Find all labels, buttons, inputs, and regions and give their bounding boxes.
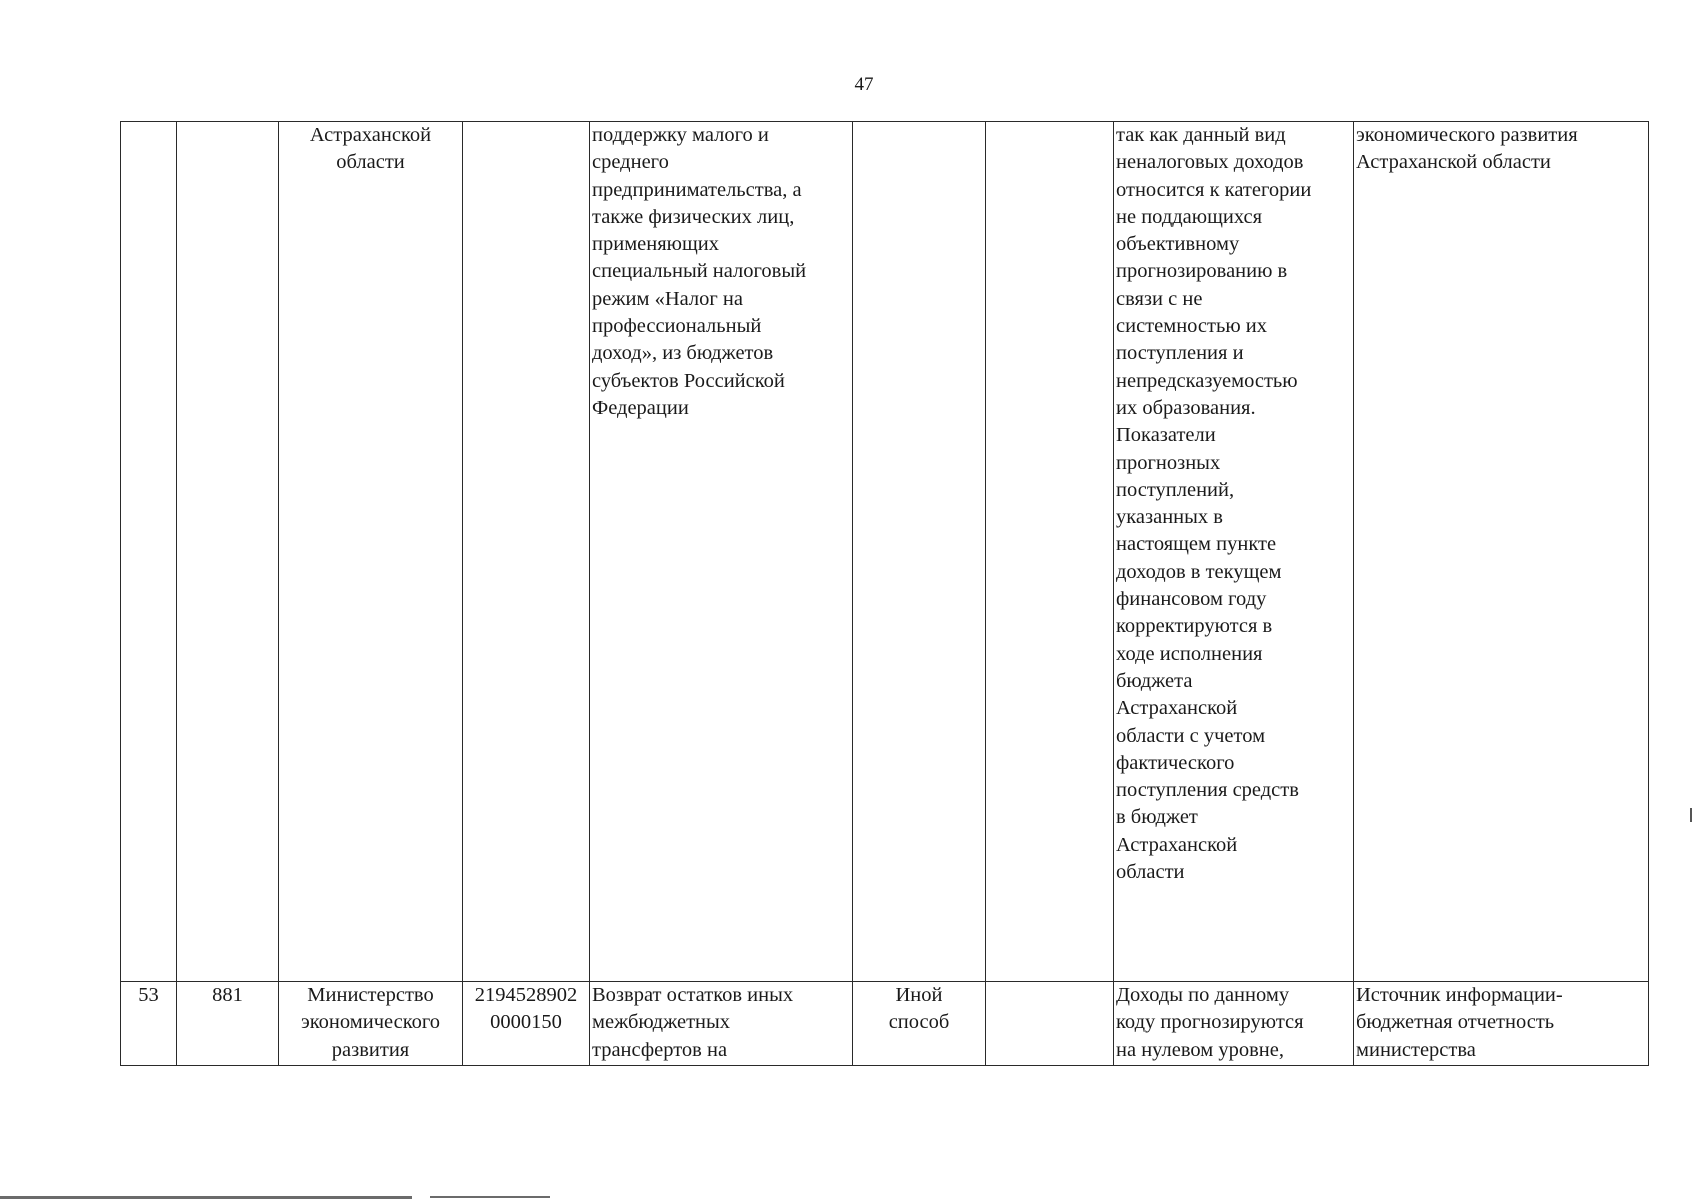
cell-source: экономического развития Астраханской области — [1354, 122, 1649, 982]
cell-number — [121, 122, 177, 982]
cell-source: Источник информации- бюджетная отчетность министерства — [1354, 982, 1649, 1066]
page-number: 47 — [854, 74, 874, 95]
cell-number: 53 — [121, 982, 177, 1066]
budget-table — [120, 121, 1649, 1066]
cell-administrator: Министерство экономического развития — [279, 982, 463, 1066]
cell-administrator: Астраханской области — [279, 122, 463, 982]
cell-admin-code: 881 — [177, 982, 279, 1066]
table-row — [121, 122, 1649, 982]
cell-budget-code — [463, 122, 590, 982]
table-row — [121, 982, 1649, 1066]
cell-income-name: Возврат остатков иных межбюджетных трансфертов на — [590, 982, 853, 1066]
scan-rule-right — [430, 1196, 550, 1198]
cell-formula — [986, 122, 1114, 982]
cell-admin-code — [177, 122, 279, 982]
cell-income-name: поддержку малого и среднего предпринимательства, а также физических лиц, применяющих специальный налоговый режим «Налог на профессиональный доход», из бюджетов субъектов Российской Федерации — [590, 122, 853, 982]
scan-edge-mark — [1690, 808, 1692, 822]
cell-algorithm: Доходы по данному коду прогнозируются на нулевом уровне, — [1114, 982, 1354, 1066]
scan-rule-left — [0, 1196, 412, 1199]
cell-method: Иной способ — [853, 982, 986, 1066]
cell-budget-code: 2194528902 0000150 — [463, 982, 590, 1066]
cell-method — [853, 122, 986, 982]
cell-algorithm: так как данный вид неналоговых доходов относится к категории не поддающихся объективному прогнозированию в связи с не системностью их поступления и непредсказуемостью их образования. Показатели прогнозных поступлений, указанных в настоящем пункте доходов в текущем финансовом году корректируются в ходе исполнения бюджета Астраханской области с учетом фактического поступления средств в бюджет Астраханской области — [1114, 122, 1354, 982]
cell-formula — [986, 982, 1114, 1066]
